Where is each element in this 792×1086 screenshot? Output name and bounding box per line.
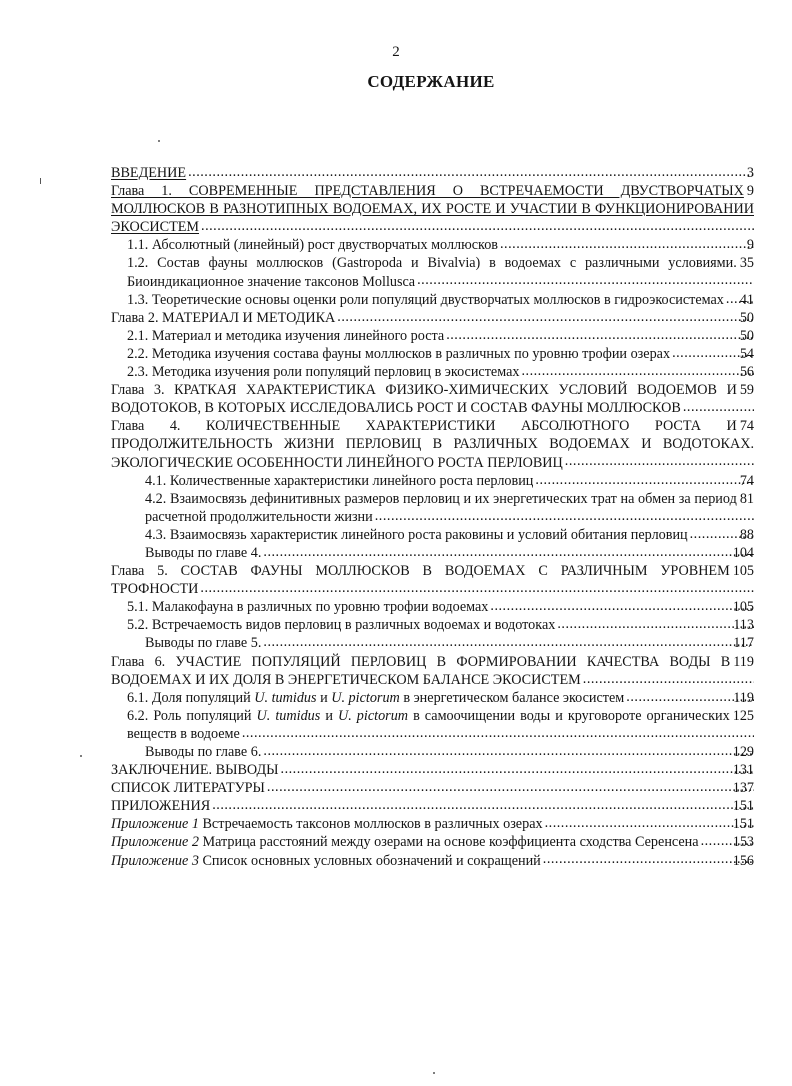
toc-page: 119 xyxy=(730,653,754,671)
toc-text xyxy=(111,816,545,832)
toc-text: 2.3. Методика изучения роли популяций перловиц в экосистемах ..... xyxy=(127,364,521,380)
toc-text xyxy=(111,834,701,850)
toc-entry xyxy=(111,345,754,363)
toc-entry xyxy=(111,689,754,707)
toc-text: Глава 2. МАТЕРИАЛ И МЕТОДИКА ..... xyxy=(111,310,337,326)
page-title: СОДЕРЖАНИЕ xyxy=(367,72,495,91)
toc-entry xyxy=(111,797,754,815)
table-of-contents xyxy=(111,164,754,870)
toc-entry xyxy=(111,707,754,743)
toc-entry xyxy=(111,779,754,797)
species-name: U. pictorum xyxy=(337,707,409,724)
toc-text xyxy=(127,690,626,706)
toc-entry xyxy=(111,254,754,290)
toc-text-part: 6.2. Роль популяций xyxy=(127,707,257,724)
toc-text: 5.1. Малакофауна в различных по уровню трофии водоемах ..... xyxy=(127,599,490,615)
appendix-label: Приложение 3 xyxy=(111,852,199,869)
scan-speck xyxy=(80,755,82,757)
toc-text-part: и xyxy=(316,689,332,706)
toc-page: 74 xyxy=(737,417,754,435)
toc-text-part: 6.1. Доля популяций xyxy=(127,689,255,706)
toc-entry xyxy=(111,616,754,634)
toc-entry xyxy=(111,417,754,471)
toc-text-part: и xyxy=(320,707,338,724)
toc-entry xyxy=(111,236,754,254)
scan-speck xyxy=(433,1072,435,1074)
toc-text-part: Список основных условных обозначений и сокращений xyxy=(198,852,541,869)
toc-text-part: Матрица расстояний между озерами на основе коэффициента сходства Серенсена xyxy=(198,834,699,851)
toc-text: Выводы по главе 4. ..... xyxy=(145,545,263,561)
toc-text: Глава 4. КОЛИЧЕСТВЕННЫЕ ХАРАКТЕРИСТИКИ АБСОЛЮТНОГО РОСТА И ПРОДОЛЖИТЕЛЬНОСТЬ ЖИЗНИ ПЕРЛОВИЦ В РАЗЛИЧНЫХ ВОДОЕМАХ И ВОДОТОКАХ. ЭКОЛОГИЧЕСКИЕ ОСОБЕННОСТИ ЛИНЕЙНОГО РОСТА ПЕРЛОВИЦ ..... xyxy=(111,418,754,470)
toc-entry xyxy=(111,363,754,381)
toc-page: 35 xyxy=(737,254,754,272)
appendix-label: Приложение 2 xyxy=(111,834,199,851)
toc-entry xyxy=(111,472,754,490)
scan-speck xyxy=(158,140,160,142)
toc-entry xyxy=(111,164,754,182)
toc-text: 2.1. Материал и методика изучения линейного роста ..... xyxy=(127,328,446,344)
species-name: U. pictorum xyxy=(331,689,400,706)
toc-text-part: Встречаемость таксонов моллюсков в различных озерах xyxy=(198,816,543,833)
toc-page: 59 xyxy=(737,381,754,399)
toc-text: СПИСОК ЛИТЕРАТУРЫ ..... xyxy=(111,780,267,796)
appendix-label: Приложение 1 xyxy=(111,816,199,833)
toc-text: 4.2. Взаимосвязь дефинитивных размеров перловиц и их энергетических трат на обмен за период расчетной продолжительности жизни ..... xyxy=(145,491,737,525)
toc-text: 1.1. Абсолютный (линейный) рост двустворчатых моллюсков ..... xyxy=(127,237,500,253)
toc-entry xyxy=(111,182,754,236)
toc-text: Глава 6. УЧАСТИЕ ПОПУЛЯЦИЙ ПЕРЛОВИЦ В ФОРМИРОВАНИИ КАЧЕСТВА ВОДЫ В ВОДОЕМАХ И ИХ ДОЛЯ В ЭНЕРГЕТИЧЕСКОМ БАЛАНСЕ ЭКОСИСТЕМ ..... xyxy=(111,654,730,688)
toc-entry xyxy=(111,815,754,833)
toc-entry xyxy=(111,381,754,417)
toc-text: Выводы по главе 5. ..... xyxy=(145,635,263,651)
toc-entry xyxy=(111,634,754,652)
toc-text xyxy=(127,708,730,742)
toc-text: 5.2. Встречаемость видов перловиц в различных водоемах и водотоках ..... xyxy=(127,617,557,633)
toc-page: 125 xyxy=(730,707,754,725)
toc-text: Глава 5. СОСТАВ ФАУНЫ МОЛЛЮСКОВ В ВОДОЕМАХ С РАЗЛИЧНЫМ УРОВНЕМ ТРОФНОСТИ ..... xyxy=(111,563,730,597)
toc-entry xyxy=(111,291,754,309)
species-name: U. tumidus xyxy=(254,689,317,706)
toc-text: 4.1. Количественные характеристики линейного роста перловиц ..... xyxy=(145,473,535,489)
toc-entry xyxy=(111,598,754,616)
toc-text-part: в энергетическом балансе экосистем xyxy=(399,689,625,706)
toc-entry xyxy=(111,833,754,851)
toc-entry xyxy=(111,309,754,327)
toc-text: Глава 3. КРАТКАЯ ХАРАКТЕРИСТИКА ФИЗИКО-ХИМИЧЕСКИХ УСЛОВИЙ ВОДОЕМОВ И ВОДОТОКОВ, В КОТОРЫХ ИССЛЕДОВАЛИСЬ РОСТ И СОСТАВ ФАУНЫ МОЛЛЮСКОВ ..... xyxy=(111,382,737,416)
toc-entry xyxy=(111,526,754,544)
species-name: U. tumidus xyxy=(256,707,321,724)
toc-text: 2.2. Методика изучения состава фауны моллюсков в различных по уровню трофии озерах ..... xyxy=(127,346,672,362)
toc-text: ВВЕДЕНИЕ ..... xyxy=(111,165,188,181)
toc-text xyxy=(111,853,543,869)
scan-speck xyxy=(40,178,41,184)
toc-text: Выводы по главе 6. ..... xyxy=(145,744,263,760)
toc-entry xyxy=(111,852,754,870)
toc-text: ЗАКЛЮЧЕНИЕ. ВЫВОДЫ ..... xyxy=(111,762,281,778)
toc-entry xyxy=(111,761,754,779)
toc-text: 1.2. Состав фауны моллюсков (Gastropoda и Bivalvia) в водоемах с различными условиями. Биоиндикационное значение таксонов Mollusca ..... xyxy=(127,255,737,289)
toc-text: Глава 1. СОВРЕМЕННЫЕ ПРЕДСТАВЛЕНИЯ О ВСТРЕЧАЕМОСТИ ДВУСТВОРЧАТЫХ МОЛЛЮСКОВ В РАЗНОТИПНЫХ ВОДОЕМАХ, ИХ РОСТЕ И УЧАСТИИ В ФУНКЦИОНИРОВАНИИ ЭКОСИСТЕМ ..... xyxy=(111,183,754,235)
toc-page: 81 xyxy=(737,490,754,508)
toc-page: 105 xyxy=(730,562,754,580)
toc-text: 1.3. Теоретические основы оценки роли популяций двустворчатых моллюсков в гидроэкосистемах ..... xyxy=(127,292,726,308)
toc-entry xyxy=(111,327,754,345)
toc-page: 9 xyxy=(744,182,754,200)
toc-text: 4.3. Взаимосвязь характеристик линейного роста раковины и условий обитания перловиц ..... xyxy=(145,527,690,543)
page-number: 2 xyxy=(392,44,400,60)
toc-text: ПРИЛОЖЕНИЯ ..... xyxy=(111,798,212,814)
toc-entry xyxy=(111,653,754,689)
toc-entry xyxy=(111,490,754,526)
toc-entry xyxy=(111,562,754,598)
toc-entry xyxy=(111,544,754,562)
toc-entry xyxy=(111,743,754,761)
toc-text-part: в самоочищении воды и круговороте органических веществ в водоеме xyxy=(127,707,730,742)
